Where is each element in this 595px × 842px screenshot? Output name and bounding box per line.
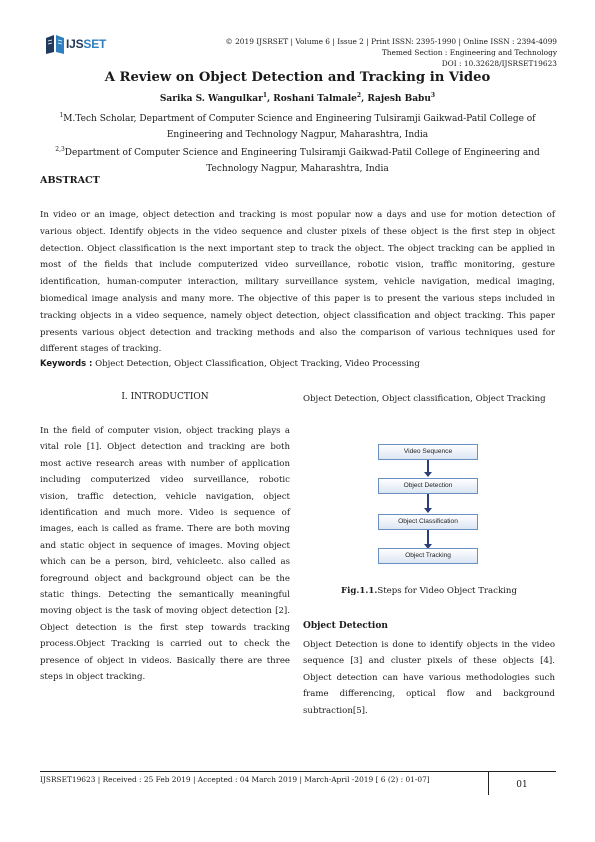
figure-caption-label: Fig.1.1. [341, 586, 378, 596]
flow-step-video-sequence: Video Sequence [378, 444, 478, 460]
arrow-down-icon [424, 472, 432, 477]
introduction-paragraph: In the field of computer vision, object tracking plays a vital role [1]. Object detection and tracking are both most active research areas with number of application including computerized video surveillance, robotic vision, traffic detection, vehicle navigation, object identification and much more. Video is sequence of images, each is called as frame. There are both moving and static object in sequence of images. Moving object which can be a person, bird, vehicleetc. also called as foreground object and background object can be the static things. Detecting the semantically meaningful moving object is the task of moving object detection [2]. Object detection is the first step towards tracking process.Object Tracking is carried out to check the presence of object in videos. Basically there are three steps in object tracking. [40, 426, 290, 683]
abstract-text: In video or an image, object detection and tracking is most popular now a days and use for motion detection of various object. Identify objects in the video sequence and cluster pixels of these object is the first step in object detection. Object classification is the next important step to track the object. The object tracking can be applied in most of the fields that include computerized video surveillance, robotic vision, traffic monitoring, gesture identification, human-computer interaction, military surveillance system, vehicle navigation, medical imaging, biomedical image analysis and many more. The objective of this paper is to present the various steps included in tracking objects in a video sequence, namely object detection, object classification and object tracking. This paper presents various object detection and tracking methods and also the comparison of various techniques used for different stages of tracking. [40, 210, 555, 355]
section-heading-introduction: I. INTRODUCTION [121, 392, 209, 402]
author-name: , Roshani Talmale [267, 94, 357, 104]
flow-arrow [427, 494, 429, 509]
keywords-list: Object Detection, Object Classification, Object Tracking, Video Processing [92, 359, 420, 369]
tracking-steps-text: Object Detection, Object classification, Object Tracking [303, 394, 546, 404]
logo-book-icon [44, 32, 66, 56]
flow-step-object-detection: Object Detection [378, 478, 478, 494]
object-detection-heading: Object Detection [303, 621, 388, 631]
journal-meta-line: © 2019 IJSRSET | Volume 6 | Issue 2 | Print ISSN: 2395-1990 | Online ISSN : 2394-4099 [225, 37, 557, 46]
flow-step-object-classification: Object Classification [378, 514, 478, 530]
keywords-label: Keywords : [40, 358, 93, 368]
author-list: Sarika S. Wangulkar$^1$, Roshani Talmale$^2$, Rajesh Babu$^3$ [159, 92, 436, 104]
author-name: Sarika S. Wangulkar [159, 94, 263, 104]
flow-step-object-tracking: Object Tracking [378, 548, 478, 564]
flow-arrow [427, 530, 429, 545]
figure-caption-text: Steps for Video Object Tracking [377, 586, 517, 596]
flow-diagram [378, 440, 478, 572]
affiliation-2: $^{2,3}$Department of Computer Science and Engineering Tulsiramji Gaikwad-Patil College of Engineering and Technology Nagpur, Maharashtra, India [55, 146, 540, 174]
keywords [40, 358, 420, 369]
doi: DOI : 10.32628/IJSRSET19623 [441, 59, 557, 68]
object-detection-paragraph: Object Detection is done to identify objects in the video sequence [3] and cluster pixels of these objects [4]. Object detection can have various methodologies such frame differencing, optical flow and background subtraction[5]. [303, 640, 555, 716]
footer-rule [40, 771, 488, 772]
author-name: , Rajesh Babu [361, 94, 431, 104]
figure-caption [303, 586, 555, 596]
journal-logo [44, 32, 118, 58]
footer-citation: IJSRSET19623 | Received : 25 Feb 2019 | Accepted : 04 March 2019 | March-April -2019 [ 6 (2) : 01-07] [40, 775, 430, 784]
abstract-heading: ABSTRACT [40, 175, 100, 186]
paper-title: A Review on Object Detection and Tracking in Video [104, 70, 491, 85]
page-number: 01 [516, 780, 528, 790]
arrow-down-icon [424, 508, 432, 513]
affiliation-1: $^1$M.Tech Scholar, Department of Computer Science and Engineering Tulsiramji Gaikwad-Patil College of Engineering and Technology Nagpur, Maharashtra, India [59, 112, 536, 140]
logo-text: IJSSET [66, 37, 107, 51]
themed-section: Themed Section : Engineering and Technology [381, 48, 557, 57]
